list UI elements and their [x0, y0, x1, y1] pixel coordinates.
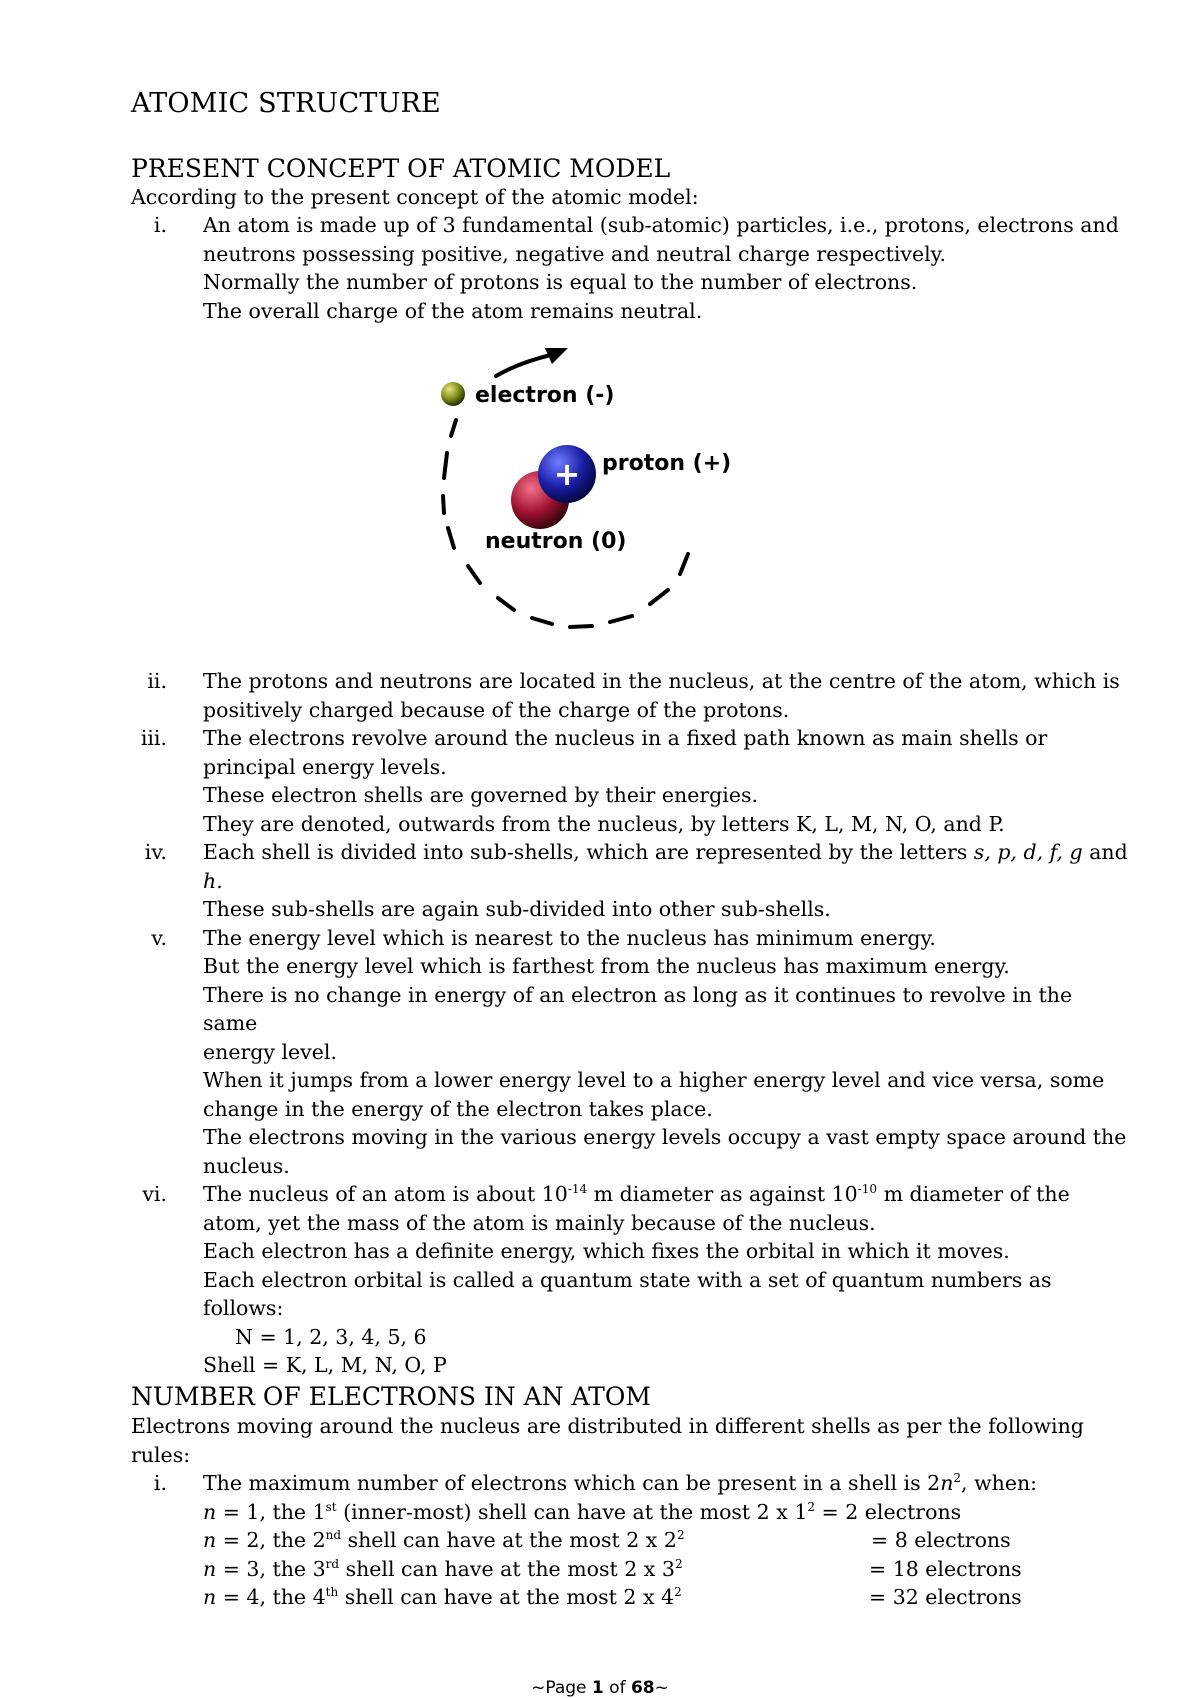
item-number: vi. — [142, 1182, 167, 1206]
ordinal: st — [325, 1499, 337, 1514]
item-line: An atom is made up of 3 fundamental (sub-atomic) particles, i.e., protons, electrons and — [203, 213, 1119, 237]
intro-line: Electrons moving around the nucleus are distributed in different shells as per the following — [131, 1414, 1084, 1438]
item-line: nucleus. — [203, 1153, 290, 1178]
item-line: These electron shells are governed by their energies. — [203, 783, 758, 807]
item-line: h. — [203, 868, 223, 893]
item-line: They are denoted, outwards from the nucleus, by letters K, L, M, N, O, and P. — [203, 811, 1005, 836]
variable-n: n — [203, 1585, 217, 1609]
item-line: principal energy levels. — [203, 754, 447, 779]
item-line: change in the energy of the electron takes place. — [203, 1096, 713, 1121]
item-line: positively charged because of the charge of the protons. — [203, 697, 790, 722]
item-line: neutrons possessing positive, negative and neutral charge respectively. — [203, 241, 947, 266]
section-intro: According to the present concept of the atomic model: — [131, 185, 699, 209]
exponent: -14 — [567, 1182, 588, 1197]
atom-diagram — [440, 348, 770, 648]
row-result: = 32 electrons — [869, 1585, 1022, 1609]
exponent: 2 — [807, 1499, 815, 1514]
row-text: = 4, the 4 — [216, 1585, 326, 1609]
row-text: shell can have at the most 2 x 2 — [341, 1528, 677, 1552]
item-number: v. — [151, 925, 167, 950]
item-line: The energy level which is nearest to the nucleus has minimum energy. — [203, 925, 936, 950]
row-text: = 1, the 1 — [216, 1499, 326, 1524]
item-text: m diameter of the — [877, 1182, 1070, 1206]
shell-row — [203, 1526, 1131, 1555]
item-line: atom, yet the mass of the atom is mainly because of the nucleus. — [203, 1210, 876, 1235]
item-line: The overall charge of the atom remains neutral. — [203, 298, 703, 323]
exponent: 2 — [674, 1556, 683, 1571]
variable-n: n — [203, 1528, 217, 1552]
item-text: Each shell is divided into sub-shells, which are represented by the letters — [203, 840, 974, 864]
item-text: m diameter as against 10 — [587, 1182, 858, 1206]
item-text: The maximum number of electrons which can be present in a shell is 2 — [203, 1471, 941, 1495]
item-line: When it jumps from a lower energy level to a higher energy level and vice versa, some — [203, 1068, 1105, 1092]
item-line: The protons and neutrons are located in the nucleus, at the centre of the atom, which is — [203, 669, 1120, 693]
subshell-letters: s, p, d, f, g — [973, 840, 1083, 864]
item-number: i. — [153, 1471, 167, 1495]
item-line: The electrons moving in the various energy levels occupy a vast empty space around the — [203, 1125, 1127, 1149]
item-line: energy level. — [203, 1039, 337, 1064]
list-item-3 — [131, 724, 1131, 838]
electron-label: electron (-) — [475, 383, 615, 408]
item-line: There is no change in energy of an electron as long as it continues to revolve in the same — [203, 982, 1073, 1035]
page-total: 68 — [630, 1678, 655, 1698]
row-result: = 8 electrons — [871, 1528, 1011, 1552]
item-line: But the energy level which is farthest from the nucleus has maximum energy. — [203, 954, 1010, 978]
exponent: 2 — [674, 1585, 682, 1600]
exponent: -10 — [857, 1182, 878, 1197]
row-text: shell can have at the most 2 x 3 — [339, 1556, 675, 1581]
section-heading-atomic-model: PRESENT CONCEPT OF ATOMIC MODEL — [131, 154, 671, 183]
list-item-5 — [131, 924, 1131, 1181]
item-text: The nucleus of an atom is about 10 — [203, 1182, 568, 1206]
variable-n: n — [203, 1556, 217, 1581]
footer-text: of — [603, 1678, 631, 1698]
item-text: and — [1082, 840, 1128, 864]
list-item-6 — [131, 1180, 1131, 1380]
intro-line: rules: — [131, 1442, 191, 1467]
item-number: iv. — [144, 840, 167, 864]
proton-label: proton (+) — [602, 451, 732, 476]
item-line: These sub-shells are again sub-divided into other sub-shells. — [203, 897, 831, 921]
row-text: shell can have at the most 2 x 4 — [338, 1585, 675, 1609]
footer-text: ~ — [654, 1678, 669, 1698]
row-result: = 2 electrons — [815, 1499, 962, 1524]
item-line: Each electron has a definite energy, which fixes the orbital in which it moves. — [203, 1239, 1010, 1263]
neutron-label: neutron (0) — [485, 529, 627, 554]
item-number: i. — [153, 213, 167, 237]
exponent: 2 — [953, 1471, 962, 1486]
list-item-electrons-1 — [131, 1469, 1131, 1612]
shell-line: Shell = K, L, M, N, O, P — [203, 1353, 447, 1377]
variable-n: n — [203, 1499, 217, 1524]
section-intro — [131, 1412, 1084, 1469]
electron-sphere — [441, 382, 465, 406]
row-result: = 18 electrons — [869, 1556, 1022, 1581]
item-text: , when: — [961, 1471, 1038, 1495]
ordinal: nd — [325, 1528, 342, 1543]
item-line: Normally the number of protons is equal to the number of electrons. — [203, 270, 918, 294]
item-line: follows: — [203, 1296, 284, 1320]
exponent: 2 — [676, 1528, 685, 1543]
plus-sign: + — [553, 455, 581, 493]
item-line — [203, 1180, 1131, 1209]
variable-n: n — [940, 1471, 954, 1495]
row-text: (inner-most) shell can have at the most 2 x 1 — [336, 1499, 808, 1524]
row-text: = 2, the 2 — [216, 1528, 326, 1552]
item-number: ii. — [147, 669, 167, 693]
item-number: iii. — [140, 726, 167, 750]
shell-row — [203, 1498, 1131, 1527]
list-item-4 — [131, 838, 1131, 924]
item-line — [203, 838, 1131, 867]
shell-row — [203, 1555, 1131, 1584]
page-title: ATOMIC STRUCTURE — [131, 88, 441, 119]
shell-row — [203, 1583, 1131, 1612]
footer-text: ~Page — [531, 1678, 592, 1698]
list-item-2 — [131, 667, 1131, 1380]
row-text: = 3, the 3 — [216, 1556, 326, 1581]
section-heading-electrons: NUMBER OF ELECTRONS IN AN ATOM — [131, 1382, 651, 1411]
item-line — [203, 1469, 1131, 1498]
item-line: Each electron orbital is called a quantum state with a set of quantum numbers as — [203, 1267, 1052, 1292]
ordinal: th — [325, 1585, 339, 1600]
quantum-number-line: N = 1, 2, 3, 4, 5, 6 — [235, 1324, 427, 1349]
item-line: The electrons revolve around the nucleus in a fixed path known as main shells or — [203, 726, 1048, 750]
page-number: 1 — [591, 1678, 604, 1698]
page-footer — [0, 1678, 1200, 1698]
list-item-1 — [131, 211, 1131, 325]
ordinal: rd — [325, 1556, 340, 1571]
